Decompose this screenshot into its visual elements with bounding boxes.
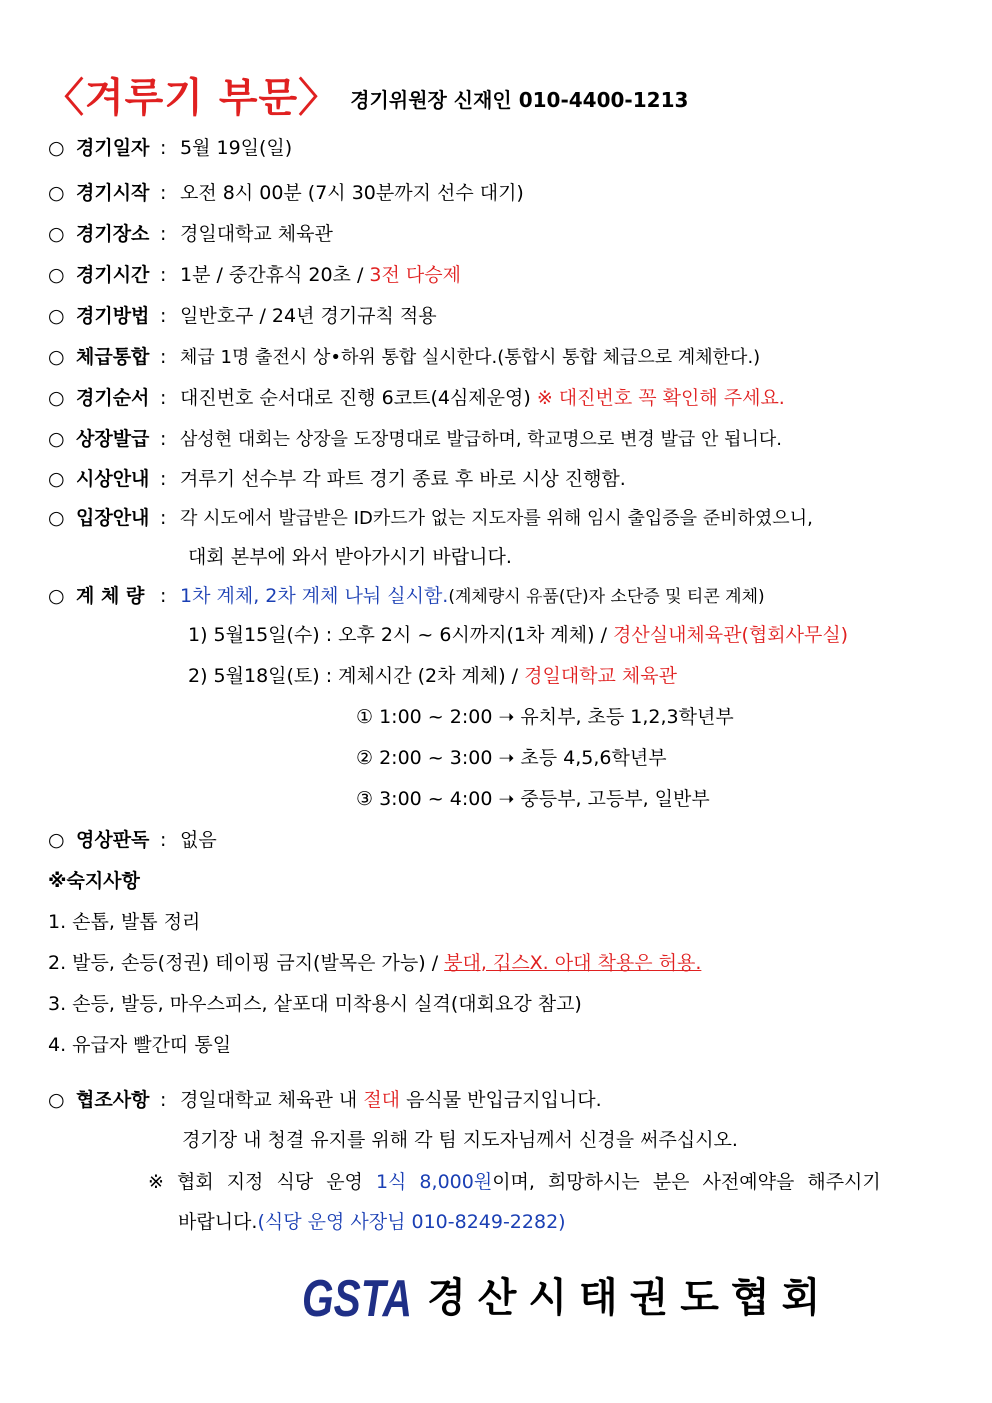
weighin-slot-3: ③ 3:00 ~ 4:00 ➝ 중등부, 고등부, 일반부 [356, 788, 710, 810]
gsta-logo [302, 1262, 414, 1326]
session-text: 2) 5월18일(토) : 계체시간 (2차 계체) / [188, 665, 525, 687]
weighin-session-1 [188, 622, 848, 648]
item-value: 일반호구 / 24년 경기규칙 적용 [180, 305, 437, 327]
item-value: 5월 19일(일) [180, 137, 293, 159]
item-coop: ○ 협조사항 : 경일대학교 체육관 내 절대 음식물 반입금지입니다. [48, 1089, 602, 1111]
note-1: 1. 손톱, 발톱 정리 [48, 911, 201, 933]
item-value: 오전 8시 00분 (7시 30분까지 선수 대기) [180, 182, 524, 204]
item-value: 대진번호 순서대로 진행 6코트(4심제운영) [180, 387, 537, 409]
notes-heading: ※숙지사항 [48, 870, 140, 892]
item-ceremony: ○ 시상안내 : 겨루기 선수부 각 파트 경기 종료 후 바로 시상 진행함. [48, 468, 626, 490]
note-highlight: 붕대, 깁스X. 아대 착용은 허용. [444, 952, 702, 974]
logo-text: GSTA [302, 1270, 412, 1328]
item-start: ○ 경기시작 : 오전 8시 00분 (7시 30분까지 선수 대기) [48, 182, 524, 204]
note-3: 3. 손등, 발등, 마우스피스, 샅포대 미착용시 실격(대회요강 참고) [48, 993, 582, 1015]
weighin-slot-1: ① 1:00 ~ 2:00 ➝ 유치부, 초등 1,2,3학년부 [356, 706, 734, 728]
coop-line-3 [148, 1169, 881, 1195]
item-label: 계 체 량 [76, 585, 145, 607]
coop-line-2: 경기장 내 청결 유지를 위해 각 팀 지도자님께서 신경을 써주십시오. [182, 1129, 738, 1151]
session-text: 1) 5월15일(수) : 오후 2시 ~ 6시까지(1차 계체) / [188, 624, 614, 646]
item-merge: ○ 체급통합 : 체급 1명 출전시 상•하위 통합 실시한다.(통합시 통합 체급으로 계체한다.) [48, 346, 761, 368]
item-value: 체급 1명 출전시 상•하위 통합 실시한다.(통합시 통합 체급으로 계체한다.) [180, 347, 761, 368]
item-value: 겨루기 선수부 각 파트 경기 종료 후 바로 시상 진행함. [180, 468, 626, 490]
coop-text: 이며, 희망하시는 분은 사전예약을 해주시기 [492, 1171, 881, 1193]
item-label: 경기순서 [76, 387, 150, 409]
item-method: ○ 경기방법 : 일반호구 / 24년 경기규칙 적용 [48, 305, 437, 327]
bullet-icon: ○ [48, 305, 65, 327]
bullet-icon: ○ [48, 829, 65, 851]
item-value-highlight: 1차 계체, 2차 계체 나눠 실시함. [180, 585, 449, 607]
item-label: 경기방법 [76, 305, 150, 327]
item-value: (계체량시 유품(단)자 소단증 및 티콘 계체) [448, 587, 765, 607]
item-label: 영상판독 [76, 829, 150, 851]
footer [302, 1262, 832, 1332]
weighin-session-2 [188, 663, 677, 689]
item-video: ○ 영상판독 : 없음 [48, 829, 217, 851]
item-label: 시상안내 [76, 468, 150, 490]
bullet-icon: ○ [48, 468, 65, 490]
item-entry: ○ 입장안내 : 각 시도에서 발급받은 ID카드가 없는 지도자를 위해 임시 출입증을 준비하였으니, [48, 507, 813, 529]
item-award: ○ 상장발급 : 삼성현 대회는 상장을 도장명대로 발급하며, 학교명으로 변경 발급 안 됩니다. [48, 428, 782, 450]
item-label: 경기시간 [76, 264, 150, 286]
page-title: 〈겨루기 부문〉 [44, 75, 340, 121]
item-label: 체급통합 [76, 346, 150, 368]
coop-price: 1식 8,000원 [375, 1171, 493, 1193]
bullet-icon: ○ [48, 346, 65, 368]
coop-line-4 [178, 1209, 566, 1235]
item-value: 경일대학교 체육관 [180, 223, 333, 245]
item-venue: ○ 경기장소 : 경일대학교 체육관 [48, 223, 333, 245]
note-2 [48, 950, 701, 976]
bullet-icon: ○ [48, 428, 65, 450]
item-value-highlight: ※ 대진번호 꼭 확인해 주세요. [536, 387, 785, 409]
item-label: 경기시작 [76, 182, 150, 204]
bullet-icon: ○ [48, 264, 65, 286]
note-4: 4. 유급자 빨간띠 통일 [48, 1034, 232, 1056]
item-label: 경기일자 [76, 137, 150, 159]
item-label: 입장안내 [76, 507, 150, 529]
item-order: ○ 경기순서 : 대진번호 순서대로 진행 6코트(4심제운영) ※ 대진번호 꼭 확인해 주세요. [48, 387, 785, 409]
item-weighin: ○ 계 체 량 : 1차 계체, 2차 계체 나눠 실시함.(계체량시 유품(단)자 소단증 및 티콘 계체) [48, 585, 765, 607]
bullet-icon: ○ [48, 223, 65, 245]
item-date: ○ 경기일자 : 5월 19일(일) [48, 137, 293, 159]
item-value: 삼성현 대회는 상장을 도장명대로 발급하며, 학교명으로 변경 발급 안 됩니다. [180, 429, 782, 450]
item-time: ○ 경기시간 : 1분 / 중간휴식 20초 / 3전 다승제 [48, 264, 461, 286]
coop-text: ※ 협회 지정 식당 운영 [148, 1171, 376, 1193]
bullet-icon: ○ [48, 507, 65, 529]
item-entry-line2: 대회 본부에 와서 받아가시기 바랍니다. [188, 546, 512, 568]
item-value: 없음 [180, 829, 217, 851]
item-value-highlight: 3전 다승제 [369, 264, 461, 286]
item-label: 상장발급 [76, 428, 150, 450]
header [44, 66, 688, 123]
item-label: 협조사항 [76, 1089, 150, 1111]
session-place: 경일대학교 체육관 [524, 665, 677, 687]
item-value: 음식물 반입금지입니다. [400, 1089, 602, 1111]
page-subtitle: 경기위원장 신재인 010-4400-1213 [350, 88, 689, 112]
organization-name: 경산시태권도협회 [427, 1274, 833, 1321]
note-text: 2. 발등, 손등(정권) 테이핑 금지(발목은 가능) / [48, 952, 445, 974]
item-label: 경기장소 [76, 223, 150, 245]
bullet-icon: ○ [48, 585, 65, 607]
session-place: 경산실내체육관(협회사무실) [613, 624, 849, 646]
bullet-icon: ○ [48, 137, 65, 159]
weighin-slot-2: ② 2:00 ~ 3:00 ➝ 초등 4,5,6학년부 [356, 747, 667, 769]
bullet-icon: ○ [48, 387, 65, 409]
bullet-icon: ○ [48, 182, 65, 204]
coop-text: 바랍니다. [178, 1211, 258, 1233]
item-value: 각 시도에서 발급받은 ID카드가 없는 지도자를 위해 임시 출입증을 준비하였으니, [180, 508, 813, 529]
item-value: 1분 / 중간휴식 20초 / [180, 264, 370, 286]
coop-contact: (식당 운영 사장님 010-8249-2282) [257, 1211, 566, 1233]
item-value-highlight: 절대 [363, 1089, 401, 1111]
bullet-icon: ○ [48, 1089, 65, 1111]
item-value: 경일대학교 체육관 내 [180, 1089, 364, 1111]
